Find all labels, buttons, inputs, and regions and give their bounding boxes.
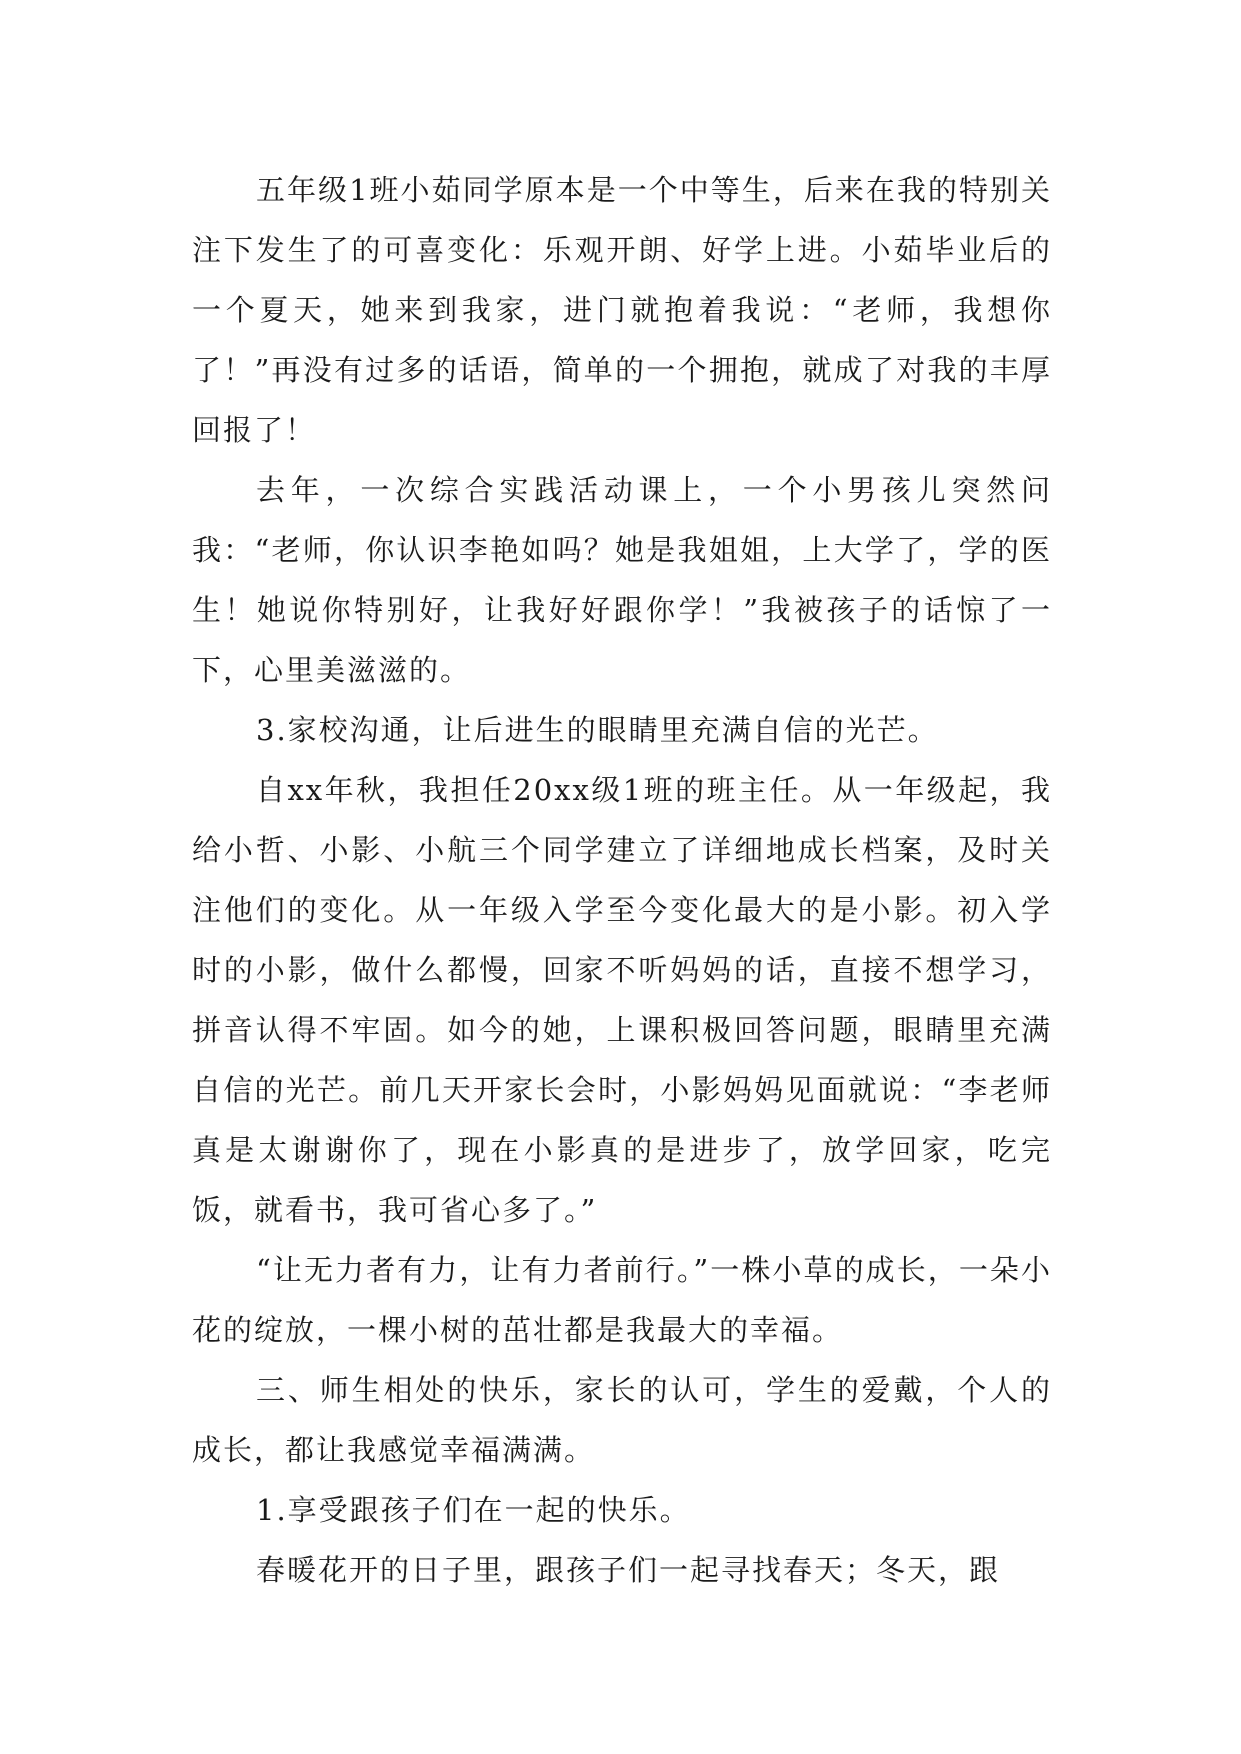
paragraph-quote: “让无力者有力，让有力者前行。”一株小草的成长，一朵小花的绽放，一棵小树的茁壮都是我最大的幸福。 <box>192 1253 1052 1347</box>
paragraph-spring: 春暖花开的日子里，跟孩子们一起寻找春天；冬天，跟 <box>256 1553 1001 1587</box>
paragraph-section-three: 三、师生相处的快乐，家长的认可，学生的爱戴，个人的成长，都让我感觉幸福满满。 <box>192 1373 1052 1467</box>
paragraph-class-teacher: 自xx年秋，我担任20xx级1班的班主任。从一年级起，我给小哲、小影、小航三个同学建立了详细地成长档案，及时关注他们的变化。从一年级入学至今变化最大的是小影。初入学时的小影，做什么都慢，回家不听妈妈的话，直接不想学习，拼音认得不牢固。如今的她，上课积极回答问题，眼睛里充满自信的光芒。前几天开家长会时，小影妈妈见面就说：“李老师真是太谢谢你了，现在小影真的是进步了，放学回家，吃完饭，就看书，我可省心多了。” <box>192 773 1052 1227</box>
paragraph-heading-enjoy: 1.享受跟孩子们在一起的快乐。 <box>256 1493 691 1527</box>
paragraph-last-year: 去年，一次综合实践活动课上，一个小男孩儿突然问我：“老师，你认识李艳如吗？她是我姐姐，上大学了，学的医生！她说你特别好，让我好好跟你学！”我被孩子的话惊了一下，心里美滋滋的。 <box>192 473 1052 687</box>
document-body <box>192 160 1052 1600</box>
paragraph-heading-home-school: 3.家校沟通，让后进生的眼睛里充满自信的光芒。 <box>256 713 939 747</box>
paragraph-xiaoru: 五年级1班小茹同学原本是一个中等生，后来在我的特别关注下发生了的可喜变化：乐观开朗、好学上进。小茹毕业后的一个夏天，她来到我家，进门就抱着我说：“老师，我想你了！”再没有过多的话语，简单的一个拥抱，就成了对我的丰厚回报了！ <box>192 173 1052 447</box>
